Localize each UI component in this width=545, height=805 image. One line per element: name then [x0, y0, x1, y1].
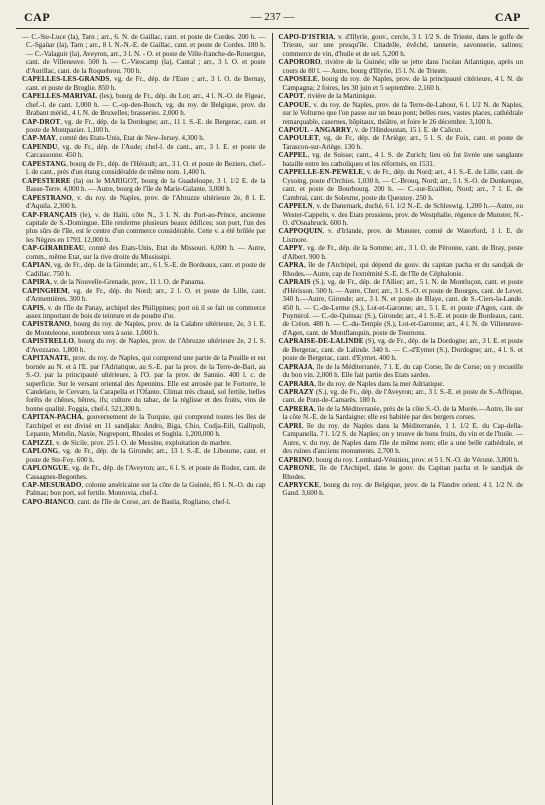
entry-headword: CAPITANATE	[22, 354, 69, 363]
entry-text: , vg. de Fr., dép. de l'Eure ; arr., 3 l. O. de Bernay, cant. et poste de Broglie. 850 h.	[26, 75, 266, 92]
header-rule	[16, 28, 529, 29]
entry-text: (S.), vg. de Fr., dép. de l'Allier; arr., 5 l. N. de Montluçon, cant. et poste d'Hérisson. 500 h. — Autre, Cher; arr., 3 l. S.-O. et poste de Bourges, cant. de Levet. 340 h.—Autre, Gironde; arr., 3 l. N. et poste de Blaye, cant. de S.-Ciers-la-Lande. 450 h. — C.-de-Lerme (S.), Lot-et-Garonne; arr., 5 l. E. et poste d'Agen, cant. de Puymirol. — C.-de-Quinsac (S.), Gironde; arr., 4 l. S.-E. et poste de Bordeaux, cant. de Créon. 480 h. — C.-du-Temple (S.), Lot-et-Garonne; arr., 4 l. N. de Villeneuve-d'Agen, cant. de Montflanquin, poste de Tournons.	[282, 278, 523, 337]
dictionary-entry	[279, 337, 524, 362]
dictionary-entry	[279, 227, 524, 244]
entry-headword: CAP-GIRARDEAU	[22, 244, 84, 253]
dictionary-entry	[22, 118, 266, 135]
entry-text: , v. d'Irlande, prov. de Munster, comté de Waterford, 1 l. E. de Lismore.	[282, 227, 523, 244]
dictionary-entry	[279, 168, 524, 202]
entry-headword: CAPOUE	[278, 100, 310, 109]
entry-headword: CAP-FRANÇAIS	[22, 210, 77, 219]
entry-headword: CAPENDU	[22, 142, 58, 151]
entry-headword: CAPRAZY	[278, 388, 314, 397]
entry-headword: CAPESTRANO	[22, 193, 72, 202]
dictionary-entry	[22, 320, 266, 337]
dictionary-entry	[22, 354, 266, 413]
text-columns	[16, 33, 529, 805]
entry-text: , rivière de la Guinée; elle se jette dans l'océan Atlantique, après un cours de 80 l. — Autre, bourg d'Illyrie, 15 l. N. de Trieste.	[282, 58, 523, 75]
entry-text: (S), vg. de Fr., dép. de la Dordogne; arr., 3 l. E. et poste de Bergerac, cant. de Lalinde. 340 h. — C.-d'Eymet (S.), Dordogne; arr., 4 l. S. et poste de Bergerac, cant. d'Eymet. 400 h.	[282, 337, 523, 363]
entry-headword: CAPITAN-PACHA	[22, 413, 83, 422]
dictionary-entry	[279, 405, 524, 422]
dictionary-entry	[22, 33, 266, 75]
entry-text: , comté des Etats-Unis, Etat de New-Jersey. 4,300 h.	[55, 134, 205, 143]
entry-headword: CAPRI	[278, 421, 302, 430]
entry-text: , colonie américaine sur la côte de la Guinée, 85 l. N.-O. du cap Palmas; bon port, sol fertile. Monrovia, chef-l.	[26, 481, 266, 498]
entry-text: , vg. de Fr., dép. de la Dordogne; arr., 11 l. S.-E. de Bergerac, cant. et poste de Montpazier. 1,100 h.	[26, 117, 266, 134]
dictionary-entry	[279, 92, 524, 100]
right-column	[273, 33, 530, 805]
entry-headword: CAPELLES-LES-GRANDS	[22, 75, 110, 84]
dictionary-entry	[279, 422, 524, 456]
entry-headword: CAPINGHEM	[22, 286, 68, 295]
entry-headword: CAPIRA	[22, 278, 51, 287]
entry-headword: CAPELLES-MARIVAL	[22, 92, 98, 101]
entry-text: , v. de l'Hindoustan, 15 l. E. de Calicut.	[351, 125, 463, 134]
entry-text: , île de l'Archipel, dans le gouv. du Capitan pacha et le sandjak de Rhodes.	[282, 464, 523, 481]
entry-text: , bourg du roy. de Naples, prov. de la Calabre ultérieure, 2e, 3 l. E. de Monteleone, nombreux vers à soie. 1,000 h.	[26, 320, 266, 337]
dictionary-entry	[279, 101, 524, 126]
entry-text: , prov. du roy. de Naples, qui comprend une partie de la Pouille et est bornée au N. et à l'E. par l'Adriatique, au S.-E. par la prov. de la Terre-de-Bari, au S.-O. par la principauté ultérieure, à l'O. par la prov. de Sannio. 400 l. c. de superficie. Sur le versant oriental des Apennins. Elle est arrosée par le Fortorre, le Candelaro, le Cervaro, la Carapella et l'Ofanto. Climat très chaud, sol fertile, belles forêts de chênes, hêtres, ifs; culture du tabac, de la réglisse et des fruits, vins de bonne qualité. Foggia, chef-l. 521,300 h.	[26, 354, 266, 413]
dictionary-entry	[22, 92, 266, 117]
entry-headword: CAPRINO	[278, 455, 313, 464]
dictionary-entry	[279, 58, 524, 75]
dictionary-entry	[22, 481, 266, 498]
entry-text: , île du roy. de Naples dans la Méditerranée, 1 l. 1/2 E. du Cap-della-Campanella, 7 l. 1/2 S. de Naples; on y trouve de bons fruits, du vin et de l'huile. — Autre, v. du roy. de Naples dans l'île de même nom; elle a une belle cathédrale, et des ruines d'anciens monuments. 2,700 h.	[282, 421, 523, 456]
entry-text: — C.-Ste-Luce (la), Tarn ; arr., 6. N. de Gaillac, cant. et poste de Cordes. 200 h. — C.-Sgaüar (la), Tarn ; arr., 8 l. N.-N.-E. de Gaillac, cant. et poste de Cordes. 180 h. — C.-Valaguir (la), Aveyron, arr., 3 l. N. - O. et poste de Ville-franche-de-Rouergue, cant. de Villeneuve. 500 h. — C.-Viescamp (la), Cantal ; arr., 3 l. O. et poste d'Aurillac, cant. de la Roquebrou. 700 h.	[22, 33, 266, 75]
dictionary-entry	[22, 211, 266, 245]
dictionary-entry	[279, 75, 524, 92]
entry-headword: CAPPELLE-EN-PEWELE	[278, 168, 364, 177]
entry-headword: CAP-MESURADO	[22, 481, 82, 490]
entry-text: , comté des Etats-Unis, Etat du Missouri. 6,000 h. — Autre, comm., même Etat, sur la rive droite du Mississipi.	[26, 244, 266, 261]
entry-text: (les), bourg de Fr., dép. du Lot; arr., 4 l. N.-O. de Figeac, chef.-l. de cant. 1,000 h. — C.-op-den-Bosch, vg. du roy. de Belgique, prov. du Brabant mérid., 4 l. N. de Bruxelles; brasseries. 2,000 h.	[26, 92, 266, 118]
dictionary-entry	[279, 456, 524, 464]
dictionary-entry	[22, 278, 266, 286]
dictionary-entry	[279, 261, 524, 278]
entry-headword: CAPESTERRE	[22, 176, 71, 185]
entry-headword: CAPOT	[278, 92, 304, 101]
dictionary-entry	[22, 439, 266, 447]
entry-text: , cant. de l'île de Corse, arr. de Bastia, Rogliano, chef-l.	[73, 497, 231, 506]
entry-text: , vg. de Fr., dép. de la Gironde; arr., 6 l. S.-E. de Bordeaux, cant. et poste de Cadillac. 750 h.	[26, 261, 266, 278]
entry-headword: CAPO-BIANCO	[22, 497, 74, 506]
entry-text: , v. de Danemark, duché, 6 l. 1/2 N.-E. de Schleswig. 1,200 h.—Autre, ou Wester-Cappeln, v. des Etats prussiens, prov. de Westphalie, régence de Munster, N.-O. d'Osnabruck. 600 h.	[282, 202, 523, 227]
dictionary-entry	[22, 194, 266, 211]
entry-text: , île de la Méditerranée, près de la côte S.-O. de la Morée.—Autre, île sur la côte N.-E. de la Sardaigne; elle est habitée par des bergers corses.	[282, 404, 523, 422]
entry-headword: CAP-DROT	[22, 117, 61, 126]
entry-text: , bourg du roy. de Naples, prov. de la principauté citérieure, 4 l. N. de Campagna; 2 foires, les 30 juin et 5 septembre. 2,160 h.	[282, 75, 523, 92]
entry-text: , bourg du roy. de Naples, prov. de l'Abruzze ultérieure 2e, 2 l. S. d'Avezzano. 1,800 h.	[26, 337, 266, 354]
dictionary-entry	[22, 177, 266, 194]
entry-headword: CAPPEL	[278, 151, 308, 160]
dictionary-entry	[22, 337, 266, 354]
running-head-right: CAP	[494, 10, 521, 24]
entry-headword: CAPRA	[278, 261, 304, 270]
entry-text: , vg. de Fr., dép. de l'Ariège; arr., 5 l. S. de Foix, cant. et poste de Tarascon-sur-Ariège. 130 h.	[282, 134, 523, 151]
dictionary-entry	[22, 413, 266, 438]
entry-headword: CAP-MAY	[22, 134, 56, 143]
entry-headword: CAPRONE	[278, 464, 315, 473]
left-column	[16, 33, 273, 805]
entry-headword: CAPPOQUIN	[278, 227, 323, 236]
entry-text: , vg. de Fr., dép. de la Gironde; arr., 13 l. S.-E. de Libourne, cant. et poste de Ste-Foy. 600 h.	[26, 447, 266, 464]
dictionary-entry	[22, 160, 266, 177]
entry-headword: CAPORORO	[278, 58, 321, 67]
entry-text: , vg. de Fr., dép. du Nord; arr., 2 l. O. et poste de Lille, cant. d'Armentières. 300 h.	[26, 286, 266, 304]
entry-headword: CAPPELN	[278, 202, 313, 211]
dictionary-entry	[279, 278, 524, 337]
dictionary-entry	[22, 261, 266, 278]
dictionary-entry	[22, 244, 266, 261]
entry-headword: CAPOSELE	[278, 75, 318, 84]
entry-headword: CAPRAISE-DE-LALINDE	[278, 337, 364, 346]
entry-headword: CAPRAIS	[278, 278, 311, 287]
entry-text: , vg. de Fr., dép. de l'Aveyron; arr., 6 l. S. et poste de Rodez, cant. de Cassagnes-Begonhes.	[26, 464, 266, 481]
dictionary-entry	[22, 134, 266, 142]
dictionary-entry	[22, 287, 266, 304]
entry-headword: CAPO-D'ISTRIA	[278, 33, 334, 41]
dictionary-entry	[279, 363, 524, 380]
entry-text: , île de l'Archipel, qui dépend du gouv. du capitan pacha et du sandjak de Rhodes.—Autre, cap de l'extrémité S.-E. de l'île de Céphalonie.	[282, 261, 523, 278]
entry-text: , bourg du roy. de Belgique, prov. de la Flandre orient. 4 l. 1/2 N. de Gand. 3,600 h.	[282, 481, 523, 498]
entry-text: , île du roy. de Naples dans la mer Adriatique.	[314, 379, 445, 388]
dictionary-entry	[279, 388, 524, 405]
entry-text: , v. de l'île de Panay, archipel des Philippines; port où il se fait un commerce assez important de bois de teinture et de poudre d'or.	[26, 303, 266, 320]
entry-text: (la) ou le MARIGOT, bourg de la Guadeloupe, 3 l. 1/2 E. de la Basse-Terre. 4,000 h. — Autre, bourg de l'île de Marie-Galante. 3,000 h.	[26, 176, 266, 194]
dictionary-entry	[22, 304, 266, 321]
dictionary-entry	[279, 481, 524, 498]
page-header	[16, 10, 529, 26]
dictionary-entry	[279, 380, 524, 388]
entry-text: , v. du roy. de Naples, prov. de la Terre-de-Labour, 6 l. 1/2 N. de Naples, sur le Volturno que l'on passe sur un beau pont; belles rues, vastes places, cathédrale remarquable, casernes, hôpitaux, théâtre, et foire le 26 décembre. 3,100 h.	[282, 100, 523, 126]
page-number: — 237 —	[250, 11, 295, 23]
entry-headword: CAPIZZI	[22, 438, 53, 447]
entry-text: , v. de la Nouvelle-Grenade, prov., 11 l. O. de Panama.	[50, 278, 206, 287]
entry-headword: CAPISTRELLO	[22, 337, 74, 346]
entry-headword: CAPRYCKE	[278, 481, 320, 490]
entry-text: , bourg du roy. Lombard-Vénitien, prov. et 5 l. N.-O. de Vérone. 3,800 h.	[312, 455, 520, 464]
entry-headword: CAPRAJA	[278, 362, 313, 371]
entry-text: , v. d'Illyrie, gouv., cercle, 3 l. 1/2 S. de Trieste, dans le golfe de Trieste, sur une presqu'île. Citadelle, évêché, tannerie, savonnerie, salines; commerce de vin, d'huile et de sel. 5,200 h.	[282, 33, 523, 58]
dictionary-entry	[279, 33, 524, 58]
entry-text: (le), v. de Haïti, côte N., 3 l. N. du Port-au-Prince, ancienne capitale de S.-Domingue. Elle renferme plusieurs beaux édifices; son port, l'un des plus sûrs de l'île, est le centre d'un commerce considérable. Cette v. a été brûlée par les Nègres en 1793. 12,000 h.	[26, 210, 266, 244]
entry-headword: CAPISTRANO	[22, 320, 70, 329]
dictionary-entry	[22, 464, 266, 481]
entry-headword: CAPESTANG	[22, 159, 67, 168]
dictionary-entry	[22, 447, 266, 464]
dictionary-entry	[22, 498, 266, 506]
entry-headword: CAPLONG	[22, 447, 59, 456]
entry-text: , vg. de Suisse; cant., 4 l. S. de Zurich; lieu où fut livrée une sanglante bataille entre les catholiques et les réformés, en 1531.	[282, 151, 523, 168]
entry-text: , v. de Fr., dép. du Nord; arr., 4 l. S.-E. de Lille, cant. de Cysoing, poste d'Orchies. 1,030 h. — C.-Brouq, Nord; arr., 5 l. S.-O. de Dunkerque, cant. et poste de Bourbourg. 200 h. — C.-sur-Ecaillon, Nord; arr., 7 l. E. de Cambrai, cant. de Solesme, poste du Quesnoy. 250 h.	[282, 168, 523, 202]
entry-text: , bourg de Fr., dép. de l'Hérault; arr., 3 l. O. et poste de Beziers, chef.-l. de cant., près d'un étang considérable de même nom. 1,400 h.	[26, 159, 266, 177]
entry-text: , vg. de Fr., dép. de la Somme; arr., 3 l. O. de Péronne, cant. de Bray, poste d'Albert. 900 h.	[282, 244, 523, 261]
dictionary-entry	[279, 151, 524, 168]
entry-headword: CAPIS	[22, 303, 44, 312]
entry-text: , île de la Méditerranée, 7 l. E. du cap Corse, île de Corse; on y recueille du bon vin. 2,000 h. Elle fait partie des Etats sardes.	[282, 362, 523, 380]
dictionary-entry	[279, 202, 524, 227]
entry-text: , vg. de Fr., dép. de l'Aude; chef-l. de cant., arr., 3 l. E. et poste de Carcassonne. 450 h.	[26, 142, 266, 160]
entry-headword: CAPPY	[278, 244, 304, 253]
entry-headword: CAPOUL - ANGARRY	[278, 125, 352, 134]
dictionary-entry	[279, 244, 524, 261]
dictionary-entry	[22, 143, 266, 160]
entry-text: , gouvernement de la Turquie, qui comprend toutes les îles de l'archipel et est divisé en 11 sandjaks: Andro, Biga, Chio, Codja-Eili, Gallipoli, Lepante, Metelin, Naxie, Negrepont, Rhodes et Soghla. 1,200,000 h.	[26, 413, 266, 439]
entry-text: , v. de Sicile, prov. 25 l. O. de Messine, exploitation de marbre.	[52, 438, 232, 447]
entry-text: , v. du roy. de Naples, prov. de l'Abruzze ultérieure 2e, 8 l. E. d'Aquila. 2,300 h.	[26, 193, 266, 211]
dictionary-entry	[22, 75, 266, 92]
dictionary-entry	[279, 134, 524, 151]
entry-headword: CAPIAN	[22, 261, 51, 270]
entry-headword: CAPOULET	[278, 134, 319, 143]
entry-text: (S.), vg. de Fr., dép. de l'Aveyron; arr., 3 l. S.-E. et poste de S.-Affrique, cant. de Pont-de-Camarès. 180 h.	[282, 388, 523, 405]
entry-headword: CAPLONGUE	[22, 464, 69, 473]
dictionary-entry	[279, 464, 524, 481]
entry-text: , rivière de la Martinique.	[303, 92, 377, 101]
entry-headword: CAPRARA	[278, 379, 315, 388]
entry-headword: CAPRERA	[278, 404, 314, 413]
dictionary-entry	[279, 126, 524, 134]
running-head-left: CAP	[24, 10, 51, 24]
